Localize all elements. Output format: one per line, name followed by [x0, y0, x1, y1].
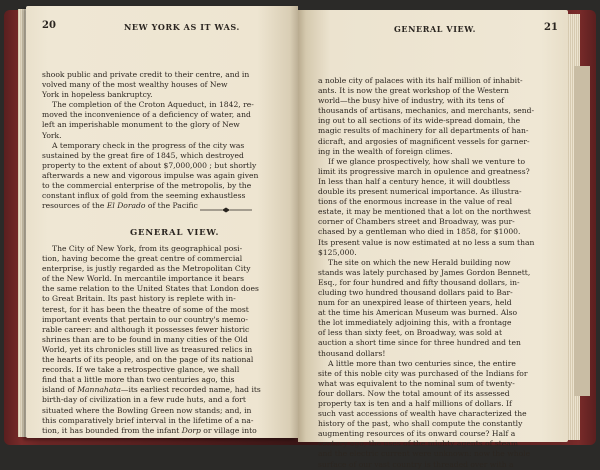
- text-line: to Great Britain. Its past history is replete with in-: [42, 294, 236, 304]
- text-line: The City of New York, from its geographical posi-: [52, 244, 243, 253]
- text-line: birth-day of civilization in a few rude huts, and a fort: [42, 395, 246, 405]
- text-line: The completion of the Croton Aqueduct, in 1842, re-: [52, 100, 254, 110]
- section-ornament: [196, 206, 256, 214]
- text-line: what was equivalent to the nominal sum of twenty-: [318, 378, 515, 388]
- text-line: thousands of artisans, mechanics, and merchants, send-: [318, 106, 535, 116]
- text-line: of the New World. In mercantile importance it bears: [42, 274, 245, 284]
- text-line: [42, 426, 286, 436]
- text-line: find that a little more than two centuries ago, this: [42, 375, 235, 385]
- text-line: such vast accessions of wealth have characterized the: [318, 409, 527, 419]
- text-span: or village into: [200, 425, 257, 435]
- text-line: surface of our vast country is threaded over with a: [318, 459, 514, 469]
- text-line: tions of the enormous increase in the value of real: [318, 197, 512, 207]
- text-line: volved many of the most wealthy houses of New: [42, 80, 228, 90]
- text-span: resources of the: [42, 201, 107, 211]
- text-line: sustained by the great fire of 1845, which destroyed: [42, 150, 244, 160]
- text-span: —its earliest recorded name, had its: [120, 385, 261, 395]
- text-line: ing in the wealth of foreign climes.: [318, 146, 453, 156]
- text-line: left an imperishable monument to the glory of New: [42, 120, 240, 130]
- text-line: Esq., for four hundred and fifty thousand dollars, in-: [318, 277, 520, 287]
- text-span: tion, it has bounded from the infant: [42, 425, 182, 435]
- text-line: dicraft, and argosies of magnificent vessels for garner-: [318, 136, 530, 146]
- left-page-number: 20: [42, 20, 56, 31]
- text-line: In less than half a century hence, it will doubtless: [318, 176, 511, 186]
- left-body-top: [42, 70, 286, 211]
- text-line: moved the inconvenience of a deficiency of water, and: [42, 110, 251, 120]
- text-line: York in hopeless bankruptcy.: [42, 90, 153, 100]
- text-line: shook public and private credit to their centre, and in: [42, 70, 250, 79]
- text-line: and the electric current were unknown: now the whole: [318, 449, 531, 459]
- right-running-head: GENERAL VIEW.: [394, 24, 476, 34]
- right-page-number: 21: [544, 22, 558, 33]
- text-span: island of: [42, 385, 78, 395]
- text-line: $125,000.: [318, 247, 357, 257]
- text-line: property tax is ten and a half millions of dollars. If: [318, 399, 512, 408]
- text-span-italic: Mannahata: [77, 385, 121, 395]
- section-title: GENERAL VIEW.: [130, 228, 220, 238]
- right-body: [318, 76, 554, 470]
- text-line: thousand dollars!: [318, 348, 386, 358]
- text-line: ants. It is now the great workshop of the Western: [318, 86, 509, 96]
- text-line: A little more than two centuries since, the entire: [328, 358, 516, 368]
- text-line: century ago, the uses of the mighty agents of steam: [318, 439, 519, 449]
- text-line: num for an unexpired lease of thirteen years, held: [318, 298, 512, 308]
- text-line: at the time his American Museum was burned. Also: [318, 308, 518, 318]
- text-line: If we glance prospectively, how shall we venture to: [328, 156, 526, 166]
- text-line: constant influx of gold from the seeming exhaustless: [42, 191, 246, 201]
- text-line: cluding two hundred thousand dollars paid to Bar-: [318, 287, 513, 297]
- open-book: [4, 4, 596, 469]
- text-line: Its present value is now estimated at no less a sum than: [318, 237, 535, 247]
- text-line: world—the busy hive of industry, with its tens of: [318, 96, 505, 106]
- text-line: stands was lately purchased by James Gordon Bennett,: [318, 267, 531, 277]
- text-line: the hearts of its people, and on the page of its national: [42, 355, 254, 365]
- text-line: rable career: and although it possesses fewer historic: [42, 324, 250, 334]
- text-line: important events that pertain to our country's memo-: [42, 314, 248, 324]
- text-line: magic results of machinery for all departments of han-: [318, 126, 529, 136]
- text-line: the same relation to the United States that London does: [42, 284, 259, 294]
- left-running-head: NEW YORK AS IT WAS.: [124, 22, 240, 32]
- text-span-italic: El Dorado: [106, 201, 146, 211]
- text-line: chased by a gentleman who died in 1858, for $1000.: [318, 227, 521, 237]
- text-line: ing out to all sections of its wide-spread domain, the: [318, 116, 521, 126]
- bookmark-slip: [574, 66, 590, 396]
- text-line: site of this noble city was purchased of the Indians for: [318, 368, 528, 378]
- text-span: of the Pacific: [145, 201, 198, 211]
- text-line: A temporary check in the progress of the city was: [52, 140, 245, 150]
- text-line: of less than sixty feet, on Broadway, was sold at: [318, 328, 503, 338]
- text-line: The site on which the new Herald building now: [328, 257, 511, 267]
- text-line: shrines than are to be found in many cities of the Old: [42, 334, 248, 344]
- text-line: this comparatively brief interval in the lifetime of a na-: [42, 415, 254, 425]
- text-line: history of the past, who shall compute the constantly: [318, 419, 523, 429]
- text-line: enterprise, is justly regarded as the Metropolitan City: [42, 264, 251, 274]
- text-line: property to the extent of about $7,000,000 ; but shortly: [42, 160, 257, 170]
- text-line: records. If we take a retrospective glance, we shall: [42, 365, 240, 375]
- text-line: [42, 385, 286, 395]
- text-line: estate, it may be mentioned that a lot on the northwest: [318, 207, 531, 217]
- text-line: auction a short time since for three hundred and ten: [318, 338, 521, 348]
- text-line: tion, having become the great centre of commercial: [42, 254, 243, 264]
- text-span-italic: Dorp: [181, 425, 201, 435]
- left-body-bottom: [42, 244, 286, 436]
- text-line: a noble city of palaces with its half million of inhabit-: [318, 76, 523, 85]
- text-line: four dollars. Now the total amount of its assessed: [318, 388, 510, 398]
- text-line: World, yet its chronicles still live as treasured relics in: [42, 344, 253, 354]
- text-line: situated where the Bowling Green now stands; and, in: [42, 405, 252, 415]
- text-line: augmenting resources of its onward course? Half a: [318, 429, 516, 439]
- text-line: to the commercial enterprise of the metropolis, by the: [42, 181, 252, 191]
- text-line: limit its progressive march in opulence and greatness?: [318, 166, 530, 176]
- text-line: corner of Chambers street and Broadway, was pur-: [318, 217, 515, 227]
- text-line: double its present numerical importance. As illustra-: [318, 187, 522, 197]
- right-page: [298, 10, 568, 469]
- text-line: York.: [42, 130, 62, 140]
- text-line: afterwards a new and vigorous impulse was again given: [42, 170, 259, 180]
- text-line: the lot immediately adjoining this, with a frontage: [318, 318, 512, 328]
- left-page: [26, 6, 298, 438]
- text-line: terest, for it has been the theatre of some of the most: [42, 304, 249, 314]
